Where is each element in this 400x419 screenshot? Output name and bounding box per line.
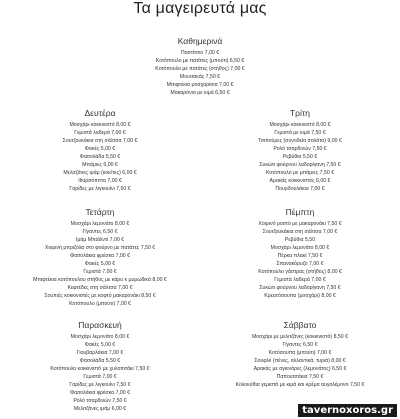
menu-item: Αρακάς με αγκινάρες (λεμονάτος) 6,50 € xyxy=(253,366,347,372)
menu-item: Κοτόπουλο με πατάτες (στήθος) 7,00 € xyxy=(155,66,245,72)
menu-item-list xyxy=(100,49,300,97)
menu-item: Σουτζουκάκια στη σάλτσα 7,00 € xyxy=(62,138,138,144)
menu-item-list xyxy=(200,121,400,193)
menu-item: Παπουτσάκια 7,50 € xyxy=(276,374,324,380)
menu-item: Φακές 5,00 € xyxy=(84,261,116,267)
menu-item: Φασολάδα 5,50 € xyxy=(79,358,121,364)
menu-item-list xyxy=(200,220,400,300)
menu-item: Κοτόπουλο με μπάμιες 7,50 € xyxy=(265,170,335,176)
menu-item: Κολοκύθια γεμιστά με κιμά και κρέμα αυγολέμονο 7,50 € xyxy=(235,382,365,388)
menu-item-list xyxy=(0,121,200,193)
menu-item: Μοσχάρι με μελιτζάνες (κοκκινιστό) 8,50 € xyxy=(251,334,349,340)
menu-section-daily xyxy=(100,36,300,97)
menu-item: Κοτόπουλο γάστρας (στήθος) 8,00 € xyxy=(258,269,342,275)
menu-item: Μπιφτέκια μοσχαρίσια 7,00 € xyxy=(166,82,234,88)
menu-section-saturday xyxy=(200,320,400,389)
menu-item: Μουσακάς 7,50 € xyxy=(179,74,221,80)
menu-item: Πουρδουλάκια 7,00 € xyxy=(275,186,325,192)
menu-item: Ρολό τσαρδινών 7,50 € xyxy=(73,398,127,404)
menu-item: Φαρσόπιττα 7,00 € xyxy=(78,178,122,184)
menu-item: Γεμιστά 7,00 € xyxy=(83,269,117,275)
menu-item: Ιμάμ Μπαϊλντί 7,00 € xyxy=(75,237,125,243)
menu-item-list xyxy=(200,333,400,389)
menu-item: Μακαρόνια με κιμά 6,50 € xyxy=(170,90,230,96)
menu-item: Γεμιστά λαδερά 7,00 € xyxy=(74,130,126,136)
menu-item: Μπιφτέκια κοτόπουλου στήθος με κάρυ κ μυρωδικά 8,00 € xyxy=(33,277,167,283)
menu-item: Συκώτι φούρνου λαδορίγανη 7,50 € xyxy=(259,285,341,291)
menu-item: Σουφλέ (πένες, αλλαντικά, τυριά) 8,00 € xyxy=(254,358,346,364)
menu-item: Κρεατόσουπα (μοσχάρι) 8,00 € xyxy=(264,293,336,299)
menu-item: Κοτόπουλο (μπούτι) 7,00 € xyxy=(69,301,131,307)
menu-item: Γίγαντες 6,50 € xyxy=(282,342,318,348)
menu-item: Φασολάκια φρέσκα 7,00 € xyxy=(69,390,131,396)
menu-item: Αρακάς κοκκινιστός 6,00 € xyxy=(269,178,331,184)
site-watermark: tavernoxoros.gr xyxy=(298,404,397,417)
section-title: Τρίτη xyxy=(289,108,310,118)
section-title: Δευτέρα xyxy=(84,108,116,118)
page-title: Τα μαγειρευτά μας xyxy=(133,0,267,17)
menu-item: Γεμιστά με κιμά 7,50 € xyxy=(274,130,326,136)
menu-item: Γαρίδες με λιγκουίνι 7,50 € xyxy=(69,382,131,388)
menu-item-list xyxy=(0,220,200,308)
menu-section-thursday xyxy=(200,207,400,300)
menu-item: Γαρίδες με λιγκουίνι 7,50 € xyxy=(69,186,131,192)
menu-item: Συκώτι φούρνου λαδορίγανη 7,50 € xyxy=(259,162,341,168)
section-title: Παρασκευή xyxy=(78,320,122,330)
section-title: Σάββατο xyxy=(283,320,317,330)
section-title: Πέμπτη xyxy=(285,207,315,217)
menu-item: Ρολό τσαρδινών 7,50 € xyxy=(273,146,327,152)
menu-item: Κοτόπουλο με πατάτες (μπούτι) 6,50 € xyxy=(155,58,245,64)
section-title: Τετάρτη xyxy=(85,207,115,217)
menu-item: Κοτόσουπα (μπούτι) 7,00 € xyxy=(268,350,332,356)
menu-item: Χοιρινό ρoστό με μακαρονάκι 7,50 € xyxy=(258,221,342,227)
menu-item: Παστίτσιο 7,00 € xyxy=(180,50,220,56)
menu-item: Μπάμιες 6,00 € xyxy=(82,162,118,168)
menu-section-friday xyxy=(0,320,200,413)
menu-item: Τσιπούρες (συνοδεία σαλάτα) 9,00 € xyxy=(258,138,342,144)
menu-item: Φακές 5,00 € xyxy=(84,146,116,152)
menu-item: Ρεβύθια 5,50 xyxy=(284,237,316,243)
menu-item: Φασολάδα 5,50 € xyxy=(79,154,121,160)
menu-item: Κοτόπουλο κοκκινιστό με χυλοπιτάκι 7,50 € xyxy=(50,366,150,372)
menu-item: Κεφτέδες στη σάλτσα 7,00 € xyxy=(67,285,133,291)
section-title: Καθημερινά xyxy=(177,36,223,46)
menu-item: Φακές 5,00 € xyxy=(84,342,116,348)
menu-item: Ρεβύθια 5,50 € xyxy=(282,154,318,160)
menu-item: Γίγαντες 6,50 € xyxy=(82,229,118,235)
menu-item: Μελιτζάνες ιμάμ (κοκ/τες) 6,00 € xyxy=(63,170,137,176)
menu-item: Σουτζουκάκια στη σάλτσα 7,00 € xyxy=(262,229,338,235)
menu-item: Μοσχάρι λεμονάτο 8,00 € xyxy=(70,334,130,340)
menu-item: Μοσχάρι κοκκινιστό 8,00 € xyxy=(269,122,331,128)
menu-item: Φασολάκια φρέσκα 7,00 € xyxy=(69,253,131,259)
menu-section-wednesday xyxy=(0,207,200,308)
menu-item-list xyxy=(0,333,200,413)
menu-item: Πέρκα πλακί 7,50 € xyxy=(277,253,323,259)
menu-item: Γιουβαρλάκια 7,00 € xyxy=(76,350,124,356)
menu-item: Μοσχάρι κοκκινιστό 8,00 € xyxy=(69,122,131,128)
menu-item: Γεμιστά λαδερά 7,00 € xyxy=(274,277,326,283)
menu-item: Μοσχάρι λεμονάτο 8,00 € xyxy=(70,221,130,227)
menu-section-tuesday xyxy=(200,108,400,193)
menu-item: Μελιτζάνες ιμάμ 6,00 € xyxy=(73,406,127,412)
menu-item: Χοιρινή μπριζόλα στο φούρνο με πατάτες 7,50 € xyxy=(44,245,156,251)
menu-item: Σπανακόρυζο 7,00 € xyxy=(276,261,324,267)
menu-item: Μοσχάρι λεμονάτο 8,00 € xyxy=(270,245,330,251)
menu-item: Γεμιστά 7,00 € xyxy=(83,374,117,380)
menu-item: Σουπιές κοκκινιστές με κοφτό μακαρονάκι 8,50 € xyxy=(44,293,156,299)
menu-section-monday xyxy=(0,108,200,193)
